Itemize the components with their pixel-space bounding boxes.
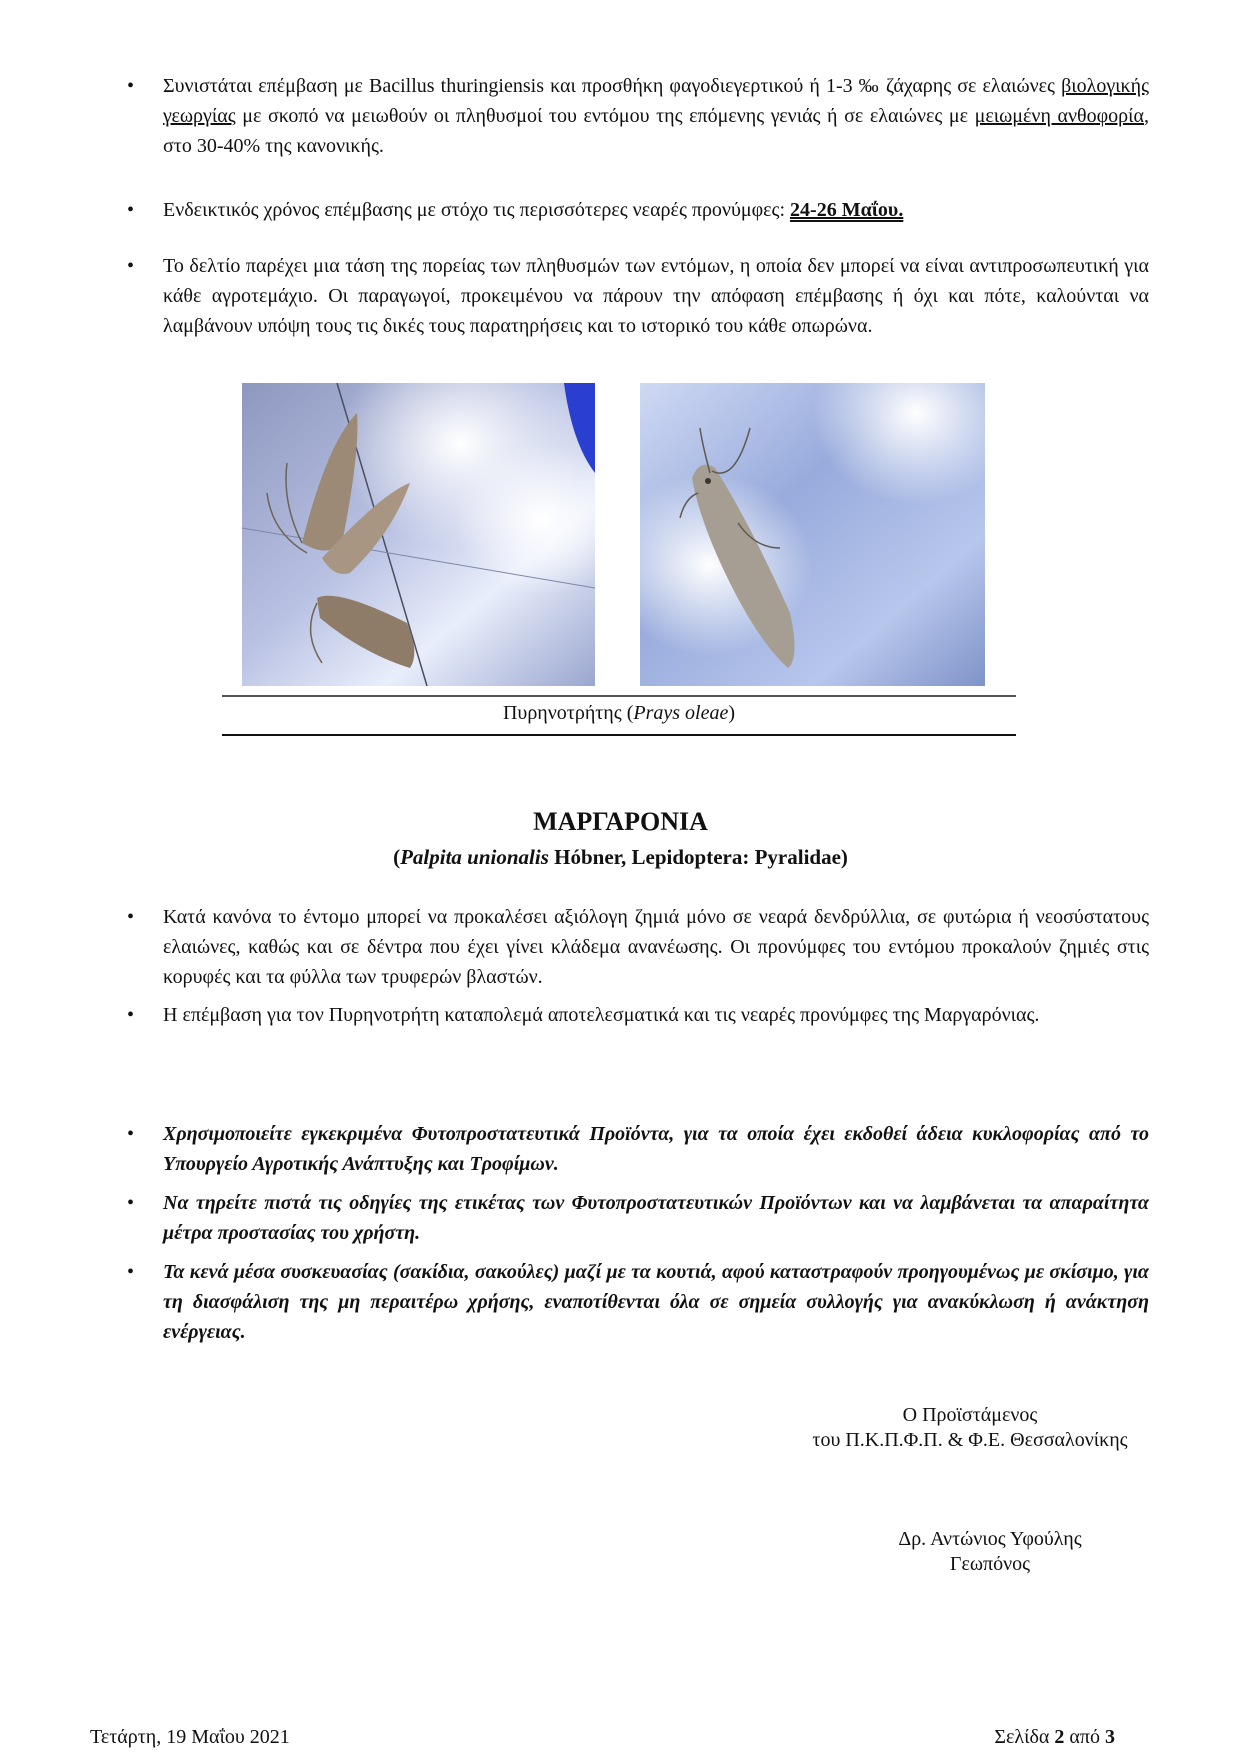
signature-role-line1: Ο Προϊστάμενος: [902, 1404, 1038, 1426]
bullet-marker: •: [127, 1261, 135, 1283]
caption-bottom-rule: [222, 734, 1016, 736]
caption-latin-name: Prays oleae: [633, 702, 729, 724]
signature-name-block: [840, 1527, 1140, 1577]
total-pages: 3: [1105, 1726, 1115, 1748]
signatory-name: Δρ. Αντώνιος Υφούλης: [898, 1528, 1082, 1550]
figure-caption: Πυρηνοτρήτης (Prays oleae): [502, 702, 736, 724]
underlined-reduced-flowering: μειωμένη ανθοφορία: [974, 105, 1144, 127]
bullet-bulletin-disclaimer: Το δελτίο παρέχει μια τάση της πορείας των πληθυσμών των εντόμων, η οποία δεν μπορεί να είναι αντιπροσωπευτική για κάθε αγροτεμάχιο. Οι παραγωγοί, προκειμένου να πάρουν την απόφαση επέμβασης ή όχι και πότε, καλούνται να λαμβάνουν υπόψη τους τις δικές τους παρατηρήσεις και το ιστορικό του κάθε οπωρώνα.: [163, 255, 1149, 337]
footer-date: Τετάρτη, 19 Μαΐου 2021: [90, 1726, 290, 1748]
moth-single-image: [640, 383, 985, 686]
warning-packaging-disposal: Τα κενά μέσα συσκευασίας (σακίδια, σακούλες) μαζί με τα κουτιά, αφού καταστραφούν προηγουμένως με σκίσιμο, για τη διασφάλιση της μη περαιτέρω χρήσης, εναποτίθενται όλα σε σημεία συλλογής για ανακύκλωση ή ανάκτηση ενέργειας.: [163, 1261, 1149, 1343]
signature-role: [780, 1403, 1160, 1453]
bullet-treatment-effectiveness: Η επέμβαση για τον Πυρηνοτρήτη καταπολεμά αποτελεσματικά και τις νεαρές προνύμφες της Μαργαρόνιας.: [163, 1004, 1040, 1026]
subtitle-latin-name: Palpita unionalis: [400, 845, 549, 869]
bullet-marker: •: [127, 1192, 135, 1214]
bullet-treatment-timing: Ενδεικτικός χρόνος επέμβασης με στόχο τις περισσότερες νεαρές προνύμφες: 24-26 Μαΐου.: [163, 199, 904, 221]
bullet-marker: •: [127, 1123, 135, 1145]
bullet-marker: •: [127, 199, 135, 221]
bullet-marker: •: [127, 255, 135, 277]
warning-label-instructions: Να τηρείτε πιστά τις οδηγίες της ετικέτας των Φυτοπροστατευτικών Προϊόντων και να λαμβάνεται τα απαραίτητα μέτρα προστασίας του χρήστη.: [163, 1192, 1149, 1244]
bullet-damage-description: Κατά κανόνα το έντομο μπορεί να προκαλέσει αξιόλογη ζημιά μόνο σε νεαρά δενδρύλλια, σε φυτώρια ή νεοσύστατους ελαιώνες, καθώς και σε δέντρα που έχει γίνει κλάδεμα ανανέωσης. Οι προνύμφες του εντόμου προκαλούν ζημιές στις κορυφές και τα φύλλα των τρυφερών βλαστών.: [163, 906, 1149, 988]
moth-group-image: [242, 383, 595, 686]
footer-page-number: Σελίδα 2 από 3: [994, 1726, 1115, 1748]
bullet-marker: •: [127, 1004, 135, 1026]
underlined-organic-farming: βιολογικής γεωργίας: [163, 75, 1149, 127]
signature-role-line2: του Π.Κ.Π.Φ.Π. & Φ.Ε. Θεσσαλονίκης: [812, 1429, 1128, 1451]
moth-photo-left: [242, 383, 595, 686]
caption-top-rule: [222, 695, 1016, 697]
section-subtitle: (Palpita unionalis Hóbner, Lepidoptera: Pyralidae): [393, 845, 848, 869]
section-title: ΜΑΡΓΑΡΟΝΙΑ: [533, 807, 708, 836]
signatory-title: Γεωπόνος: [949, 1553, 1031, 1575]
treatment-date-emphasis: 24-26 Μαΐου.: [790, 199, 904, 221]
warning-approved-products: Χρησιμοποιείτε εγκεκριμένα Φυτοπροστατευτικά Προϊόντα, για τα οποία έχει εκδοθεί άδεια κυκλοφορίας από το Υπουργείο Αγροτικής Ανάπτυξης και Τροφίμων.: [163, 1123, 1149, 1175]
bullet-bacillus-recommendation: Συνιστάται επέμβαση με Bacillus thuringiensis και προσθήκη φαγοδιεγερτικού ή 1-3 ‰ ζάχαρης σε ελαιώνες βιολογικής γεωργίας με σκοπό να μειωθούν οι πληθυσμοί του εντόμου της επόμενης γενιάς ή σε ελαιώνες με μειωμένη ανθοφορία, στο 30-40% της κανονικής.: [163, 75, 1149, 157]
bullet-marker: •: [127, 75, 135, 97]
bullet-marker: •: [127, 906, 135, 928]
moth-photo-right: [640, 383, 985, 686]
current-page: 2: [1054, 1726, 1065, 1748]
